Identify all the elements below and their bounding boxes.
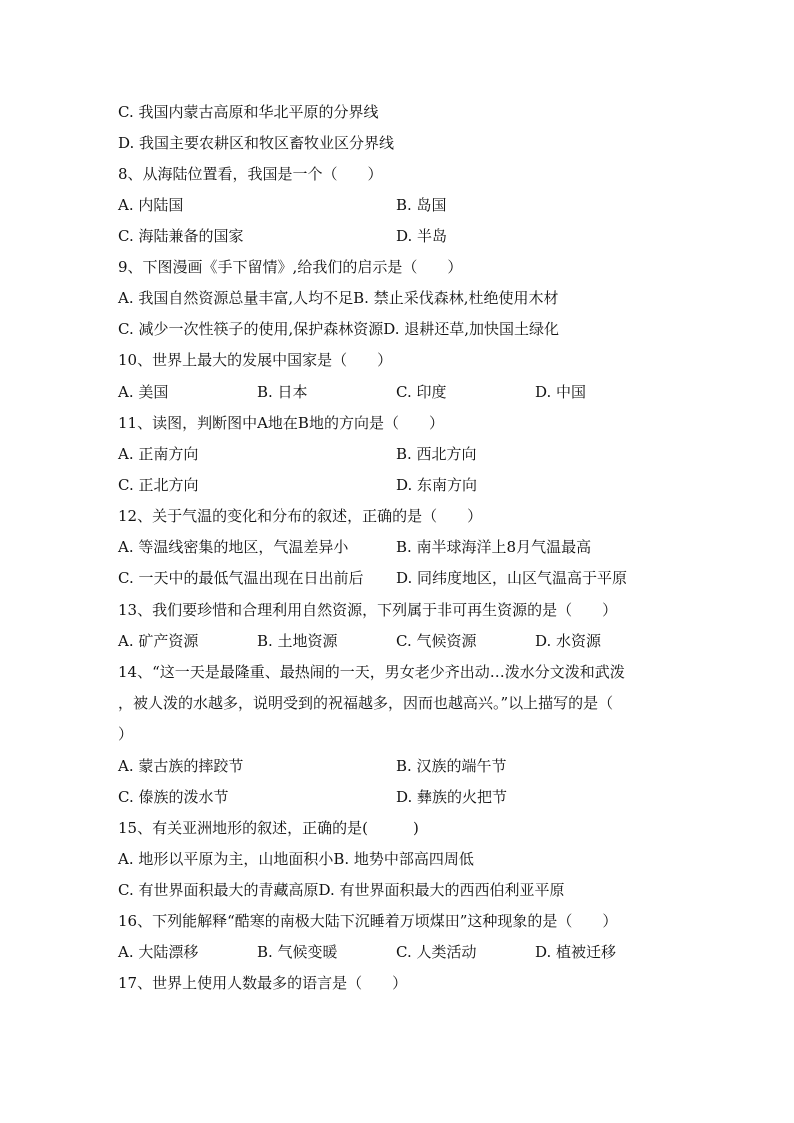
option-text: D. 我国主要农耕区和牧区畜牧业区分界线 — [118, 134, 395, 152]
question-9-options-ab: A. 我国自然资源总量丰富,人均不足B. 禁止采伐森林,杜绝使用木材 — [118, 289, 559, 307]
question-8: 8、从海陆位置看，我国是一个（ ） — [118, 165, 383, 183]
question-9: 9、下图漫画《手下留情》,给我们的启示是（ ） — [118, 258, 463, 276]
option-c: C. 气候资源 — [396, 632, 477, 650]
question-14-line-2: ，被人泼的水越多，说明受到的祝福越多，因而也越高兴。”以上描写的是（ — [118, 694, 614, 712]
option-c: C. 正北方向 — [118, 476, 199, 494]
option-c: C. 印度 — [396, 383, 447, 401]
question-15: 15、有关亚洲地形的叙述，正确的是( ) — [118, 819, 419, 837]
question-13: 13、我们要珍惜和合理利用自然资源，下列属于非可再生资源的是（ ） — [118, 601, 618, 619]
question-12: 12、关于气温的变化和分布的叙述，正确的是（ ） — [118, 507, 483, 525]
question-14-line-1: 14、“这一天是最隆重、最热闹的一天，男女老少齐出动…泼水分文泼和武泼 — [118, 663, 625, 681]
option-d: D. 中国 — [535, 383, 587, 401]
option-c: C. 一天中的最低气温出现在日出前后 — [118, 569, 364, 587]
option-b: B. 南半球海洋上8月气温最高 — [396, 538, 592, 556]
question-9-options-cd: C. 减少一次性筷子的使用,保护森林资源D. 退耕还草,加快国土绿化 — [118, 320, 560, 338]
option-b: B. 气候变暖 — [257, 943, 338, 961]
option-a: A. 大陆漂移 — [118, 943, 199, 961]
option-b: B. 岛国 — [396, 196, 447, 214]
option-c: C. 人类活动 — [396, 943, 477, 961]
question-15-options-cd: C. 有世界面积最大的青藏高原D. 有世界面积最大的西西伯利亚平原 — [118, 881, 565, 899]
option-b: B. 日本 — [257, 383, 308, 401]
option-b: B. 土地资源 — [257, 632, 338, 650]
option-c: C. 傣族的泼水节 — [118, 788, 229, 806]
option-a: A. 内陆国 — [118, 196, 184, 214]
option-d: D. 水资源 — [535, 632, 602, 650]
option-a: A. 等温线密集的地区，气温差异小 — [118, 538, 349, 556]
option-d: D. 彝族的火把节 — [396, 788, 508, 806]
question-14-line-3: ） — [118, 725, 134, 743]
option-b: B. 西北方向 — [396, 445, 477, 463]
option-d: D. 植被迁移 — [535, 943, 617, 961]
question-16: 16、下列能解释“酷寒的南极大陆下沉睡着万顷煤田”这种现象的是（ ） — [118, 912, 618, 930]
option-a: A. 美国 — [118, 383, 169, 401]
question-15-options-ab: A. 地形以平原为主，山地面积小B. 地势中部高四周低 — [118, 850, 474, 868]
option-text: C. 我国内蒙古高原和华北平原的分界线 — [118, 103, 379, 121]
option-a: A. 矿产资源 — [118, 632, 199, 650]
option-d: D. 半岛 — [396, 227, 448, 245]
option-a: A. 正南方向 — [118, 445, 199, 463]
option-d: D. 同纬度地区，山区气温高于平原 — [396, 569, 628, 587]
question-11: 11、读图，判断图中A地在B地的方向是（ ） — [118, 414, 444, 432]
question-17: 17、世界上使用人数最多的语言是（ ） — [118, 974, 408, 992]
option-d: D. 东南方向 — [396, 476, 478, 494]
question-10: 10、世界上最大的发展中国家是（ ） — [118, 351, 393, 369]
option-a: A. 蒙古族的摔跤节 — [118, 757, 244, 775]
option-c: C. 海陆兼备的国家 — [118, 227, 244, 245]
option-b: B. 汉族的端午节 — [396, 757, 507, 775]
